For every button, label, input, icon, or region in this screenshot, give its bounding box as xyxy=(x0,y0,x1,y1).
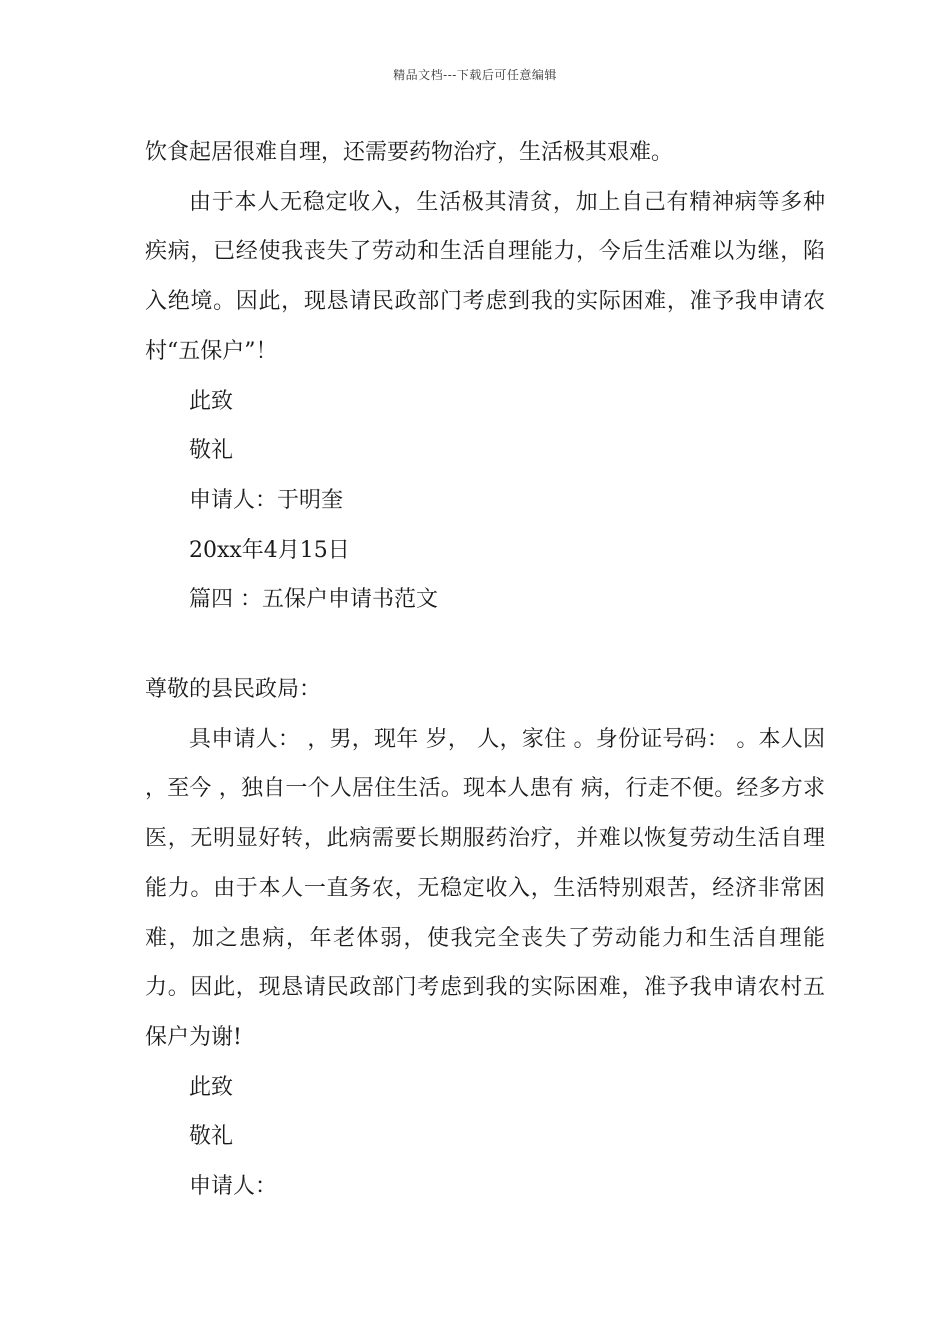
closing-respect-2: 敬礼 xyxy=(189,1124,234,1150)
paragraph-continuation: 饮食起居很难自理，还需要药物治疗，生活极其艰难。 xyxy=(145,140,674,165)
paragraph-reason: 由于本人无稳定收入，生活极其清贫，加上自己有精神病等多种疾病，已经使我丧失了劳动和生活自理能力，今后生活难以为继，陷入绝境。因此，现恳请民政部门考虑到我的实际困难，准予我申请农村“五保户”！ xyxy=(145,189,825,364)
addressee: 尊敬的县民政局： xyxy=(145,677,322,703)
section-gap xyxy=(145,625,825,665)
section-title: 篇四 ：五保户申请书范文 xyxy=(189,587,438,613)
document-body xyxy=(145,128,825,1212)
paragraph-application: 具申请人： ，男，现年 岁， 人，家住 。身份证号码： 。本人因 ，至今 ，独自一个人居住生活。现本人患有 病，行走不便。经多方求医，无明显好转，此病需要长期服药治疗，并难以恢复劳动生活自理能力。由于本人一直务农，无稳定收入，生活特别艰苦，经济非常困难，加之患病，年老体弱，使我完全丧失了劳动能力和生活自理能力。因此，现恳请民政部门考虑到我的实际困难，准予我申请农村五保户为谢! xyxy=(145,726,825,1050)
closing-respect: 敬礼 xyxy=(189,438,234,464)
application-date: 20xx年4月15日 xyxy=(189,537,350,563)
closing-salutation-2: 此致 xyxy=(189,1074,234,1100)
applicant-signature-2: 申请人： xyxy=(189,1174,278,1200)
page-header: 精品文档---下载后可任意编辑 xyxy=(393,68,557,82)
closing-salutation: 此致 xyxy=(189,388,234,414)
applicant-signature: 申请人：于明奎 xyxy=(189,487,344,513)
